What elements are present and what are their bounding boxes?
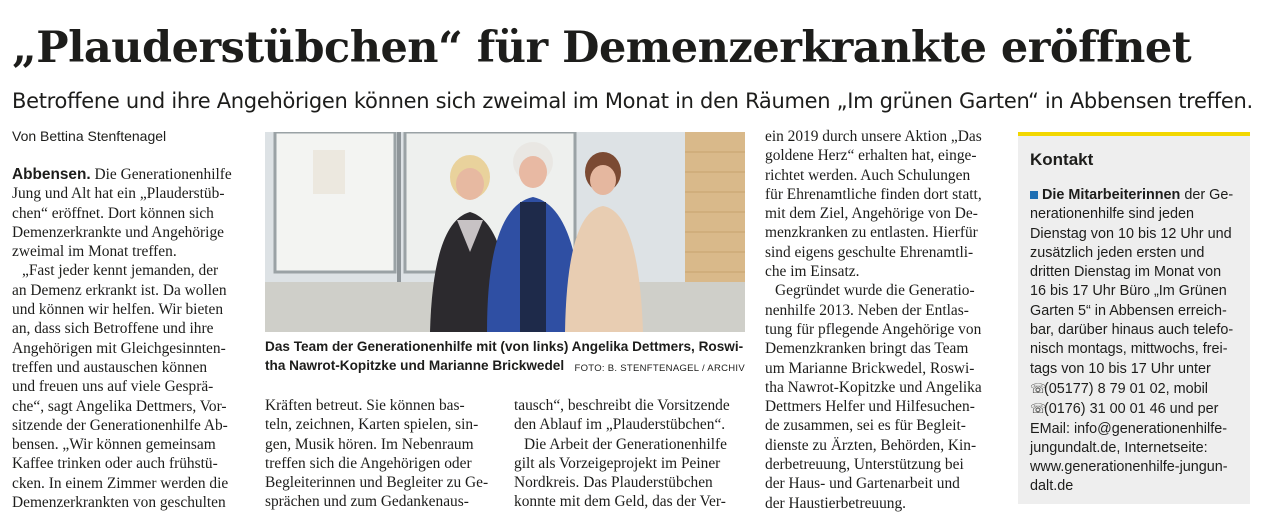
contact-website-line[interactable]: dalt.de	[1030, 478, 1074, 495]
phone-icon: ☏	[1030, 401, 1047, 417]
article-line: bensen. „Wir können gemeinsam	[12, 436, 216, 454]
article-line: zweimal im Monat treffen.	[12, 243, 177, 261]
article-line: „Fast jeder kennt jemanden, der	[22, 262, 219, 280]
article-line: tung für pflegende Angehörige von	[765, 320, 982, 338]
contact-line: 16 bis 17 Uhr Büro „Im Grünen	[1030, 283, 1227, 300]
caption-line: Das Team der Generationenhilfe mit (von links) Angelika Dettmers, Roswi-	[265, 339, 744, 354]
contact-line	[1030, 186, 1244, 205]
contact-line: Dienstag von 10 bis 12 Uhr und	[1030, 225, 1232, 242]
article-text: Die Generationenhilfe	[90, 166, 232, 183]
article-line: chen“ eröffnet. Dort können sich	[12, 204, 214, 222]
contact-line	[1030, 399, 1244, 419]
article-line: Die Arbeit der Generationenhilfe	[524, 435, 727, 453]
article-line: an Demenz erkrankt ist. Da wollen	[12, 281, 227, 299]
article-line: an, dass sich Betroffene und ihre	[12, 320, 214, 338]
article-line: de zusammen, sei es für Begleit-	[765, 417, 966, 435]
team-photo-illustration	[265, 132, 745, 332]
article-photo	[265, 132, 745, 332]
article-line: sitzende der Generationenhilfe Ab-	[12, 416, 228, 434]
contact-line: zusätzlich jeden ersten und	[1030, 244, 1205, 261]
article-line: gilt als Vorzeigeprojekt im Peiner	[514, 454, 721, 472]
article-line: sind eigens geschulte Ehrenamtli-	[765, 243, 974, 261]
article-line: Nordkreis. Das Plauderstübchen	[514, 474, 713, 492]
article-line: cken. In einem Zimmer werden die	[12, 474, 229, 492]
article-line: goldene Herz“ erhalten hat, einge-	[765, 147, 977, 165]
contact-email-line[interactable]: EMail: info@generationenhilfe-	[1030, 420, 1227, 437]
article-line: mit dem Ziel, Angehörige von De-	[765, 205, 978, 223]
article-line: treffen und austauschen können	[12, 358, 208, 376]
dateline-place: Abbensen.	[12, 166, 91, 183]
article-line: teln, zeichnen, Karten spielen, sin-	[265, 416, 479, 434]
article-line: Jung und Alt hat ein „Plauderstüb-	[12, 185, 225, 203]
contact-line	[1030, 379, 1244, 399]
article-line: che“, sagt Angelika Dettmers, Vor-	[12, 397, 227, 415]
article-line: derbetreuung, Unterstützung bei	[765, 456, 964, 474]
article-line: treffen sich die Angehörigen oder	[265, 454, 472, 472]
article-line: Demenzerkrankte und Angehörige	[12, 223, 224, 241]
article-line: dienste zu Ärzten, Behörden, Kin-	[765, 436, 977, 454]
caption-text: tha Nawrot-Kopitzke und Marianne Brickwedel	[265, 357, 565, 373]
contact-lead: Die Mitarbeiterinnen	[1042, 187, 1181, 203]
contact-line: tags von 10 bis 17 Uhr unter	[1030, 360, 1211, 377]
phone-icon: ☏	[1030, 380, 1047, 396]
contact-line: nerationenhilfe sind jeden	[1030, 206, 1195, 223]
photo-credit: FOTO: B. STENFTENAGEL / ARCHIV	[574, 362, 745, 374]
article-line: menzkranken zu entlasten. Hierfür	[765, 224, 978, 242]
contact-website-line[interactable]: www.generationenhilfe-jungun-	[1030, 459, 1228, 476]
contact-box	[1018, 132, 1250, 504]
article-line: sprächen und zum Gedankenaus-	[265, 493, 469, 511]
article-line: Angehörigen mit Gleichgesinnten-	[12, 339, 226, 357]
article-line: konnte mit dem Geld, das der Ver-	[514, 493, 726, 511]
contact-line: nisch montags, mittwochs, frei-	[1030, 341, 1228, 358]
contact-body	[1030, 186, 1244, 497]
article-line: für Ehrenamtliche finden dort statt,	[765, 185, 982, 203]
contact-title: Kontakt	[1030, 150, 1094, 169]
article-line: ein 2019 durch unsere Aktion „Das	[765, 128, 982, 145]
byline: Von Bettina Stenftenagel	[12, 128, 167, 144]
article-line: den Ablauf im „Plauderstübchen“.	[514, 416, 726, 434]
caption-line	[265, 357, 745, 376]
article-line: und können wir helfen. Wir bieten	[12, 301, 224, 319]
contact-text: der Ge-	[1180, 187, 1234, 203]
contact-line: Garten 5“ in Abbensen erreich-	[1030, 302, 1227, 319]
article-line: Gegründet wurde die Generatio-	[775, 282, 975, 300]
article-line: gen, Musik hören. Im Nebenraum	[265, 435, 474, 453]
article-line: Demenzkranken bringt das Team	[765, 340, 969, 358]
article-column-3	[514, 396, 750, 512]
phone-number[interactable]: (05177) 8 79 01 02, mobil	[1044, 380, 1209, 397]
article-column-2	[265, 396, 501, 512]
article-line: Dettmers Helfer und Hilfesuchen-	[765, 398, 975, 416]
article-line	[12, 165, 248, 184]
article-line: nenhilfe 2013. Neben der Entlas-	[765, 301, 969, 319]
contact-line: jungundalt.de, Internetseite:	[1030, 439, 1208, 456]
article-line: Begleiterinnen und Begleiter zu Ge-	[265, 474, 489, 492]
article-line: Demenzerkrankten von geschulten	[12, 494, 226, 512]
article-line: tha Nawrot-Kopitzke und Angelika	[765, 378, 982, 396]
article-column-1	[12, 165, 248, 512]
contact-line: dritten Dienstag im Monat von	[1030, 264, 1222, 281]
article-line: richtet werden. Auch Schulungen	[765, 166, 971, 184]
article-column-4	[765, 127, 1001, 513]
article-line: tausch“, beschreibt die Vorsitzende	[514, 397, 730, 414]
article-line: der Haustierbetreuung.	[765, 494, 907, 512]
article-line: che im Einsatz.	[765, 263, 860, 281]
photo-caption	[265, 338, 745, 378]
headline: „Plauderstübchen“ für Demenzerkrankte eröffnet	[12, 23, 1192, 73]
mobile-number[interactable]: (0176) 31 00 01 46 und per	[1044, 401, 1219, 418]
contact-line: bar, darüber hinaus auch telefo-	[1030, 322, 1234, 339]
bullet-square-icon	[1030, 191, 1038, 199]
article-line: Kaffee trinken oder auch frühstü-	[12, 455, 218, 473]
article-line: Kräften betreut. Sie können bas-	[265, 397, 465, 414]
article-line: und freuen uns auf viele Gesprä-	[12, 378, 214, 396]
article-line: der Haus- und Gartenarbeit und	[765, 475, 960, 493]
subheadline: Betroffene und ihre Angehörigen können sich zweimal im Monat in den Räumen „Im grünen Garten“ in Abbensen treffen.	[12, 89, 1253, 113]
article-line: um Marianne Brickwedel, Roswi-	[765, 359, 975, 377]
